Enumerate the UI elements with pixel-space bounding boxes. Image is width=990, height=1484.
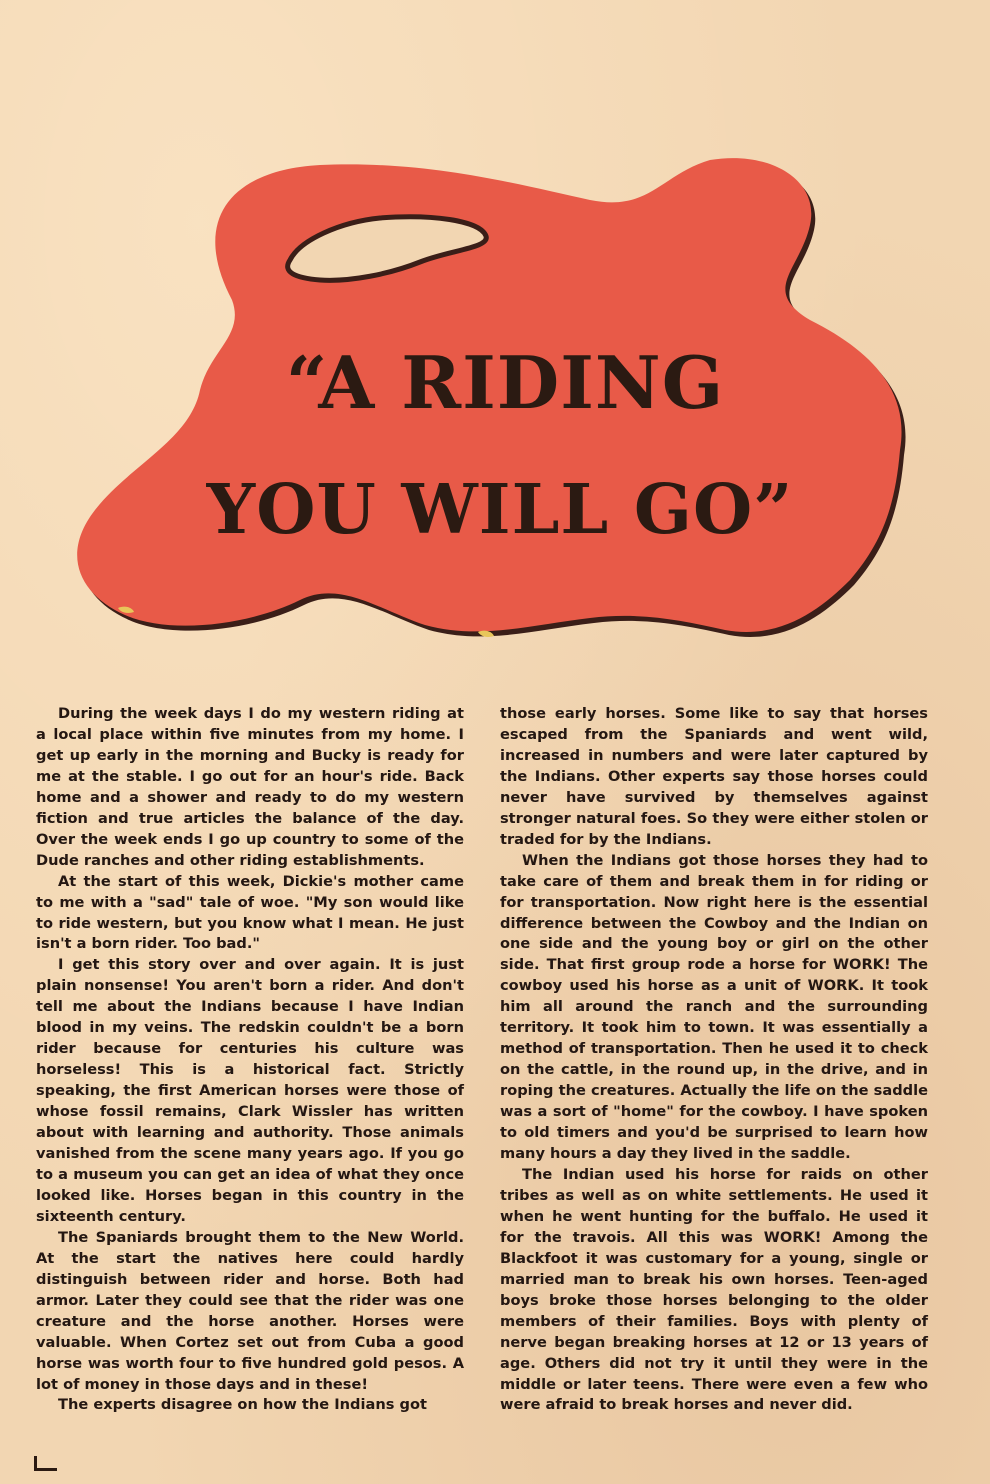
paragraph: The Indian used his horse for raids on other tribes as well as on white settlements. He used it when he went hunting for the buffalo. He used it for the travois. All this was WORK! Among the Blackfoot it was customary for a young, single or married man to break his own horses. Teen-aged boys broke those horses belonging to the older members of their families. Boys with plenty of nerve began breaking horses at 12 or 13 years of age. Others did not try it until they were in the middle or later teens. There were even a few who were afraid to break horses and never did. (500, 1165, 928, 1414)
article-column-left (36, 704, 464, 1416)
title-line-1: “A RIDING (285, 340, 725, 425)
paragraph: During the week days I do my western riding at a local place within five minutes from my home. I get up early in the morning and Bucky is ready for me at the stable. I go out for an hour's ride. Back home and a shower and ready to do my western fiction and true articles the balance of the day. Over the week ends I go up country to some of the Dude ranches and other riding establishments. (36, 705, 464, 869)
paragraph: When the Indians got those horses they had to take care of them and break them in for riding or for transportation. Now right here is the essential difference between the Cowboy and the Indian on one side and the young boy or girl on the other side. That first group rode a horse for WORK! The cowboy used his horse as a unit of WORK. It took him all around the ranch and the surrounding territory. It took him to town. It was essentially a method of transportation. Then he used it to check on the cattle, in the round up, in the drive, and in roping the creatures. Actually the life on the saddle was a sort of "home" for the cowboy. I have spoken to old timers and you'd be surprised to learn how many hours a day they lived in the saddle. (500, 851, 928, 1163)
article-column-right (500, 704, 928, 1416)
paragraph: The experts disagree on how the Indians got (58, 1396, 427, 1414)
title-line-2: YOU WILL GO” (206, 470, 794, 550)
paragraph: those early horses. Some like to say that horses escaped from the Spaniards and went wild, increased in numbers and were later captured by the Indians. Other experts say those horses could never have survived by themselves against stronger natural foes. So they were either stolen or traded for by the Indians. (500, 705, 928, 848)
paragraph: I get this story over and over again. It is just plain nonsense! You aren't born a rider. And don't tell me about the Indians because I have Indian blood in my veins. The redskin couldn't be a born rider because for centuries his culture was horseless! This is a historical fact. Strictly speaking, the first American horses were those of whose fossil remains, Clark Wissler has written about with learning and authority. Those animals vanished from the scene many years ago. If you go to a museum you can get an idea of what they once looked like. Horses began in this country in the sixteenth century. (36, 956, 464, 1225)
paragraph: At the start of this week, Dickie's mother came to me with a "sad" tale of woe. "My son would like to ride western, but you know what I mean. He just isn't a born rider. Too bad." (36, 872, 464, 953)
paragraph: The Spaniards brought them to the New World. At the start the natives here could hardly distinguish between rider and horse. Both had armor. Later they could see that the rider was one creature and the horse another. Horses were valuable. When Cortez set out from Cuba a good horse was worth four to five hundred gold pesos. A lot of money in those days and in these! (36, 1228, 464, 1393)
corner-mark (34, 1456, 57, 1471)
